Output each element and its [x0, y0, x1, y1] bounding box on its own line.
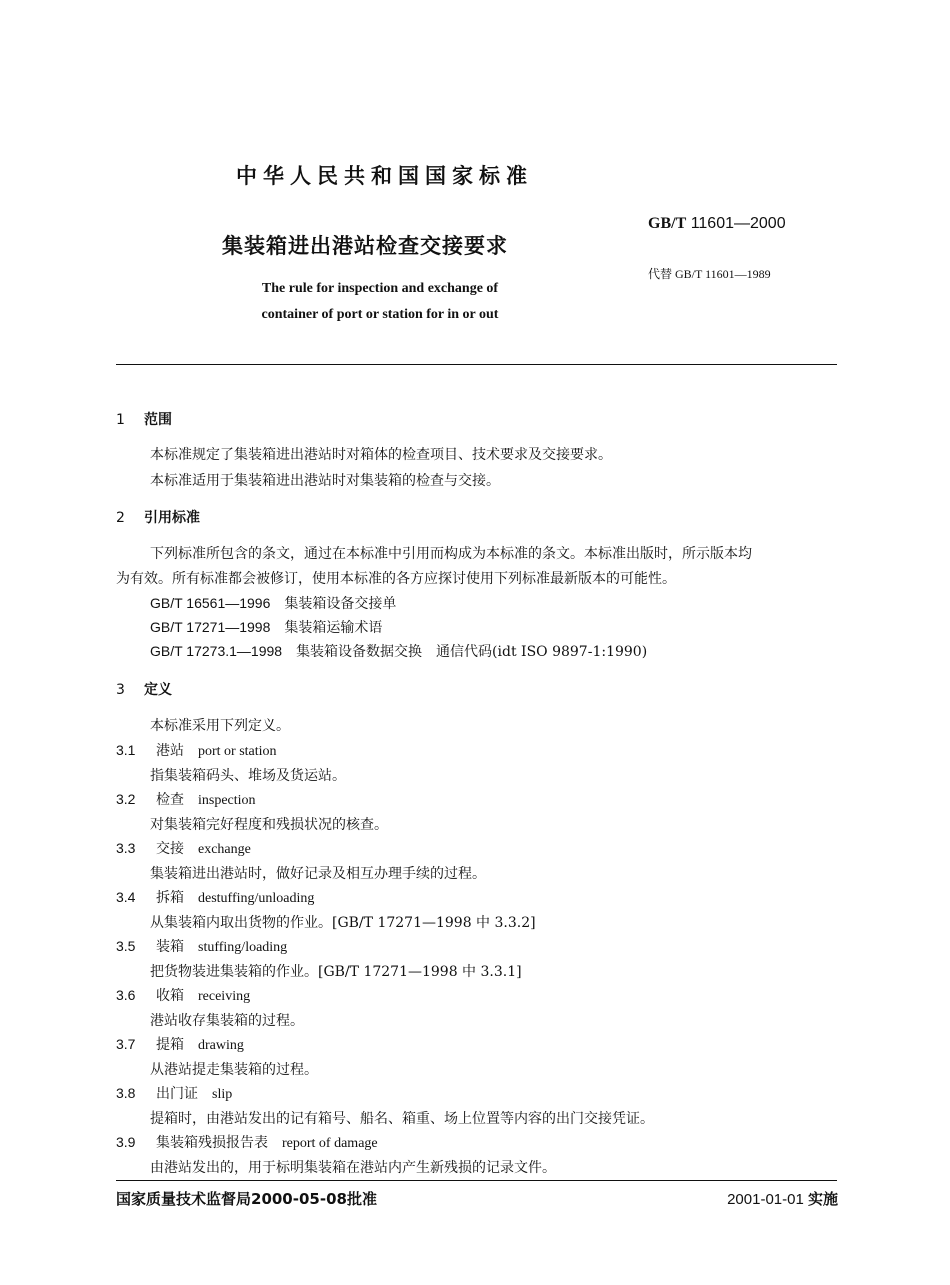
term-number: 3.7 [116, 1036, 136, 1052]
section-3-intro: 本标准采用下列定义。 [150, 718, 290, 734]
term-definition: 由港站发出的，用于标明集装箱在港站内产生新残损的记录文件。 [150, 1160, 556, 1176]
standard-type-heading: 中华人民共和国国家标准 [236, 164, 533, 188]
term-definition: 港站收存集装箱的过程。 [150, 1013, 304, 1029]
term-definition: 集装箱进出港站时，做好记录及相互办理手续的过程。 [150, 866, 486, 882]
term-en: port or station [198, 744, 277, 759]
reference-code: GB/T 17271—1998 [150, 619, 271, 635]
section-title: 定义 [144, 682, 172, 698]
term-number: 3.1 [116, 742, 136, 758]
reference-code: GB/T 17273.1—1998 [150, 643, 283, 659]
term-number: 3.2 [116, 791, 136, 807]
document-title-zh: 集装箱进出港站检查交接要求 [222, 234, 508, 258]
term-heading [116, 1083, 232, 1103]
term-heading [116, 1132, 378, 1152]
standard-code-number: 11601—2000 [690, 215, 786, 232]
term-en: exchange [198, 842, 251, 857]
section-number: 2 [116, 510, 125, 526]
term-zh: 检查 [156, 792, 184, 808]
term-definition: 把货物装进集装箱的作业。[GB/T 17271—1998 中 3.3.1] [150, 964, 522, 980]
title-en-line-1: The rule for inspection and exchange of [261, 281, 499, 296]
effective-label: 实施 [807, 1190, 838, 1208]
reference-item [150, 617, 382, 637]
term-en: drawing [198, 1038, 244, 1053]
section-title: 范围 [144, 412, 172, 428]
reference-title: 集装箱运输术语 [284, 620, 383, 636]
term-en: receiving [198, 989, 251, 1004]
term-heading [116, 887, 314, 907]
term-heading [116, 936, 287, 956]
term-definition: 从集装箱内取出货物的作业。[GB/T 17271—1998 中 3.3.2] [150, 915, 536, 931]
footer-divider [116, 1180, 837, 1181]
term-zh: 港站 [156, 743, 184, 759]
term-definition: 指集装箱码头、堆场及货运站。 [150, 768, 346, 784]
section-3-heading [116, 679, 172, 699]
term-definition: 提箱时，由港站发出的记有箱号、船名、箱重、场上位置等内容的出门交接凭证。 [150, 1111, 654, 1127]
term-en: report of damage [282, 1136, 378, 1151]
term-number: 3.4 [116, 889, 136, 905]
standard-code-prefix: GB/T [648, 215, 687, 232]
term-zh: 拆箱 [156, 890, 184, 906]
document-title-en [222, 276, 538, 328]
term-heading [116, 789, 256, 809]
term-zh: 集装箱残损报告表 [156, 1135, 268, 1151]
standard-code [648, 215, 786, 233]
section-1-heading [116, 409, 172, 429]
section-title: 引用标准 [144, 510, 200, 526]
term-en: inspection [198, 793, 256, 808]
header-divider [116, 364, 837, 365]
reference-code: GB/T 16561—1996 [150, 595, 271, 611]
term-number: 3.6 [116, 987, 136, 1003]
section-2-paragraph-line-2: 为有效。所有标准都会被修订，使用本标准的各方应探讨使用下列标准最新版本的可能性。 [116, 571, 676, 587]
effective-line [727, 1188, 838, 1209]
term-zh: 出门证 [156, 1086, 198, 1102]
term-heading [116, 740, 277, 760]
term-zh: 交接 [156, 841, 184, 857]
term-en: slip [212, 1087, 233, 1102]
term-en: destuffing/unloading [198, 891, 315, 906]
term-en: stuffing/loading [198, 940, 288, 955]
section-number: 3 [116, 682, 125, 698]
term-number: 3.8 [116, 1085, 136, 1101]
reference-item [150, 593, 396, 613]
term-zh: 收箱 [156, 988, 184, 1004]
term-definition: 对集装箱完好程度和残损状况的核查。 [150, 817, 388, 833]
approval-line: 国家质量技术监督局2000-05-08批准 [116, 1190, 377, 1208]
term-zh: 装箱 [156, 939, 184, 955]
title-en-line-2: container of port or station for in or out [261, 307, 499, 322]
reference-title: 集装箱设备交接单 [284, 596, 397, 612]
reference-title: 集装箱设备数据交换 通信代码(idt ISO 9897-1:1990) [296, 644, 648, 660]
term-definition: 从港站提走集装箱的过程。 [150, 1062, 318, 1078]
term-zh: 提箱 [156, 1037, 184, 1053]
section-1-paragraph-2: 本标准适用于集装箱进出港站时对集装箱的检查与交接。 [150, 473, 500, 489]
term-heading [116, 838, 251, 858]
term-number: 3.9 [116, 1134, 136, 1150]
reference-item [150, 641, 647, 661]
replaces-note: 代替 GB/T 11601—1989 [648, 267, 771, 281]
section-1-paragraph-1: 本标准规定了集装箱进出港站时对箱体的检查项目、技术要求及交接要求。 [150, 447, 612, 463]
term-number: 3.5 [116, 938, 136, 954]
effective-date: 2001-01-01 [727, 1191, 804, 1208]
section-2-heading [116, 507, 200, 527]
section-2-paragraph-line-1: 下列标准所包含的条文，通过在本标准中引用而构成为本标准的条文。本标准出版时，所示版本均 [150, 546, 752, 562]
term-heading [116, 1034, 244, 1054]
section-number: 1 [116, 412, 125, 428]
term-heading [116, 985, 250, 1005]
term-number: 3.3 [116, 840, 136, 856]
